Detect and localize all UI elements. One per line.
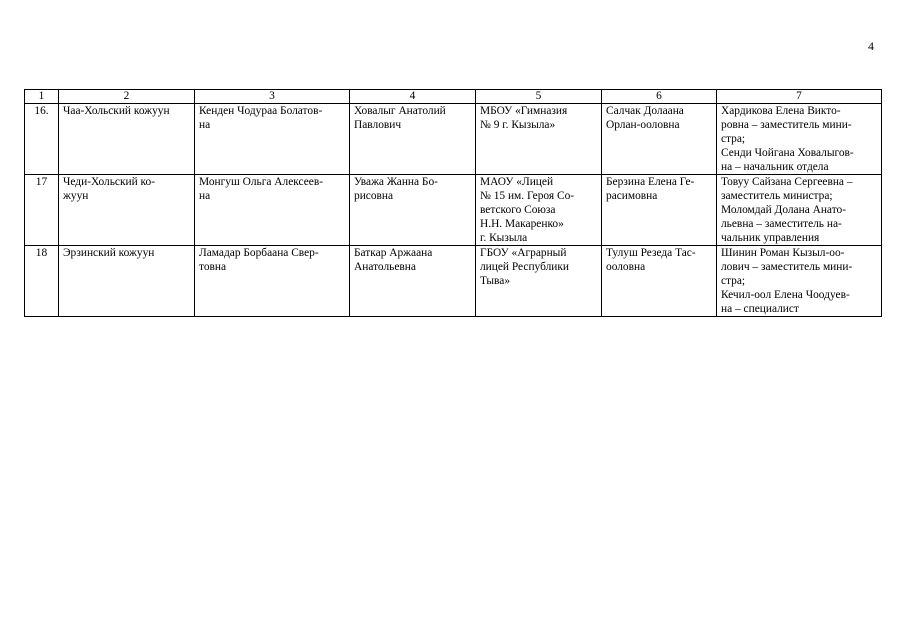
person-cell: Уважа Жанна Бо- рисовна bbox=[350, 175, 476, 246]
column-header-1: 1 bbox=[25, 90, 59, 104]
person-cell: Монгуш Ольга Алексеев- на bbox=[195, 175, 350, 246]
column-header-4: 4 bbox=[350, 90, 476, 104]
column-header-7: 7 bbox=[717, 90, 882, 104]
column-header-3: 3 bbox=[195, 90, 350, 104]
school-cell: МБОУ «Гимназия № 9 г. Кызыла» bbox=[476, 104, 602, 175]
header-row bbox=[25, 90, 882, 104]
table-row bbox=[25, 104, 882, 175]
row-number: 16. bbox=[25, 104, 59, 175]
person-cell: Салчак Долаана Орлан-ооловна bbox=[602, 104, 717, 175]
table-row bbox=[25, 246, 882, 317]
page-number: 4 bbox=[868, 39, 874, 53]
person-cell: Баткар Аржаана Анатольевна bbox=[350, 246, 476, 317]
district-cell: Чеди-Хольский ко- жуун bbox=[59, 175, 195, 246]
table-row bbox=[25, 175, 882, 246]
person-cell: Ховалыг Анатолий Павлович bbox=[350, 104, 476, 175]
person-cell: Ламадар Борбаана Свер- товна bbox=[195, 246, 350, 317]
row-number: 18 bbox=[25, 246, 59, 317]
school-cell: ГБОУ «Аграрный лицей Республики Тыва» bbox=[476, 246, 602, 317]
person-cell: Тулуш Резеда Тас- ооловна bbox=[602, 246, 717, 317]
person-cell: Берзина Елена Ге- расимовна bbox=[602, 175, 717, 246]
officials-cell: Хардикова Елена Викто- ровна – заместитель мини- стра; Сенди Чойгана Ховалыгов- на – начальник отдела bbox=[717, 104, 882, 175]
district-cell: Чаа-Хольский кожуун bbox=[59, 104, 195, 175]
row-number: 17 bbox=[25, 175, 59, 246]
officials-cell: Товуу Сайзана Сергеевна – заместитель министра; Моломдай Долана Анато- льевна – заместитель на- чальник управления bbox=[717, 175, 882, 246]
district-cell: Эрзинский кожуун bbox=[59, 246, 195, 317]
assignment-table bbox=[24, 89, 882, 317]
officials-cell: Шинин Роман Кызыл-оо- лович – заместитель мини- стра; Кечил-оол Елена Чоодуев- на – специалист bbox=[717, 246, 882, 317]
column-header-5: 5 bbox=[476, 90, 602, 104]
column-header-2: 2 bbox=[59, 90, 195, 104]
person-cell: Кенден Чодураа Болатов- на bbox=[195, 104, 350, 175]
column-header-6: 6 bbox=[602, 90, 717, 104]
school-cell: МАОУ «Лицей № 15 им. Героя Со- ветского Союза Н.Н. Макаренко» г. Кызыла bbox=[476, 175, 602, 246]
